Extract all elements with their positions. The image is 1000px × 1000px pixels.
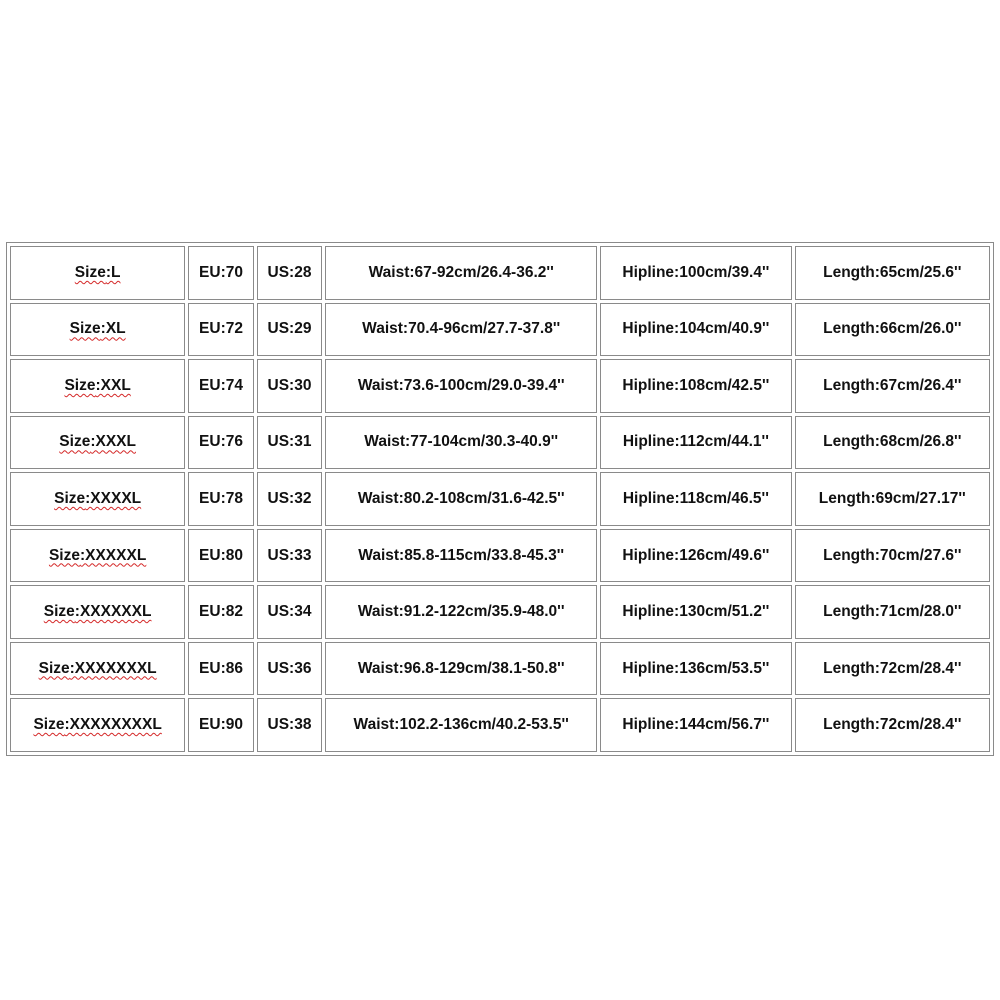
table-row (10, 642, 990, 696)
size-cell (10, 529, 185, 583)
waist-cell: Waist:73.6-100cm/29.0-39.4'' (325, 359, 597, 413)
size-value: :XXXXXXXL (69, 659, 157, 677)
table-row (10, 472, 990, 526)
table-row (10, 246, 990, 300)
length-cell: Length:68cm/26.8'' (795, 416, 990, 470)
length-cell: Length:71cm/28.0'' (795, 585, 990, 639)
waist-cell: Waist:85.8-115cm/33.8-45.3'' (325, 529, 597, 583)
size-value: :L (105, 263, 121, 281)
size-label: Size (54, 489, 86, 507)
eu-cell: EU:78 (188, 472, 253, 526)
eu-cell: EU:90 (188, 698, 253, 752)
size-label: Size (48, 546, 80, 564)
hipline-cell: Hipline:130cm/51.2'' (600, 585, 791, 639)
waist-cell: Waist:70.4-96cm/27.7-37.8'' (325, 303, 597, 357)
size-cell (10, 246, 185, 300)
us-cell: US:36 (257, 642, 322, 696)
size-label: Size (74, 263, 106, 281)
size-value: :XXXL (90, 433, 136, 451)
waist-cell: Waist:91.2-122cm/35.9-48.0'' (325, 585, 597, 639)
waist-cell: Waist:77-104cm/30.3-40.9'' (325, 416, 597, 470)
hipline-cell: Hipline:112cm/44.1'' (600, 416, 791, 470)
waist-cell: Waist:102.2-136cm/40.2-53.5'' (325, 698, 597, 752)
size-value: :XXL (95, 376, 131, 394)
waist-cell: Waist:80.2-108cm/31.6-42.5'' (325, 472, 597, 526)
size-value: :XXXXXXL (74, 603, 152, 621)
hipline-cell: Hipline:126cm/49.6'' (600, 529, 791, 583)
size-cell (10, 585, 185, 639)
table-row (10, 585, 990, 639)
size-value: :XXXXXXXXL (64, 716, 162, 734)
hipline-cell: Hipline:136cm/53.5'' (600, 642, 791, 696)
table-row (10, 359, 990, 413)
us-cell: US:32 (257, 472, 322, 526)
hipline-cell: Hipline:100cm/39.4'' (600, 246, 791, 300)
length-cell: Length:72cm/28.4'' (795, 698, 990, 752)
us-cell: US:33 (257, 529, 322, 583)
hipline-cell: Hipline:104cm/40.9'' (600, 303, 791, 357)
size-cell (10, 416, 185, 470)
size-value: :XXXXXL (79, 546, 147, 564)
length-cell: Length:69cm/27.17'' (795, 472, 990, 526)
size-value: :XL (100, 320, 126, 338)
length-cell: Length:70cm/27.6'' (795, 529, 990, 583)
size-label: Size (59, 433, 91, 451)
length-cell: Length:66cm/26.0'' (795, 303, 990, 357)
eu-cell: EU:86 (188, 642, 253, 696)
size-cell (10, 472, 185, 526)
hipline-cell: Hipline:108cm/42.5'' (600, 359, 791, 413)
table-row (10, 698, 990, 752)
size-chart-table (6, 242, 994, 756)
waist-cell: Waist:96.8-129cm/38.1-50.8'' (325, 642, 597, 696)
table-row (10, 303, 990, 357)
size-label: Size (43, 603, 75, 621)
length-cell: Length:72cm/28.4'' (795, 642, 990, 696)
table-row (10, 529, 990, 583)
size-cell (10, 303, 185, 357)
size-cell (10, 698, 185, 752)
length-cell: Length:67cm/26.4'' (795, 359, 990, 413)
us-cell: US:38 (257, 698, 322, 752)
eu-cell: EU:80 (188, 529, 253, 583)
size-label: Size (38, 659, 70, 677)
waist-cell: Waist:67-92cm/26.4-36.2'' (325, 246, 597, 300)
eu-cell: EU:72 (188, 303, 253, 357)
length-cell: Length:65cm/25.6'' (795, 246, 990, 300)
us-cell: US:29 (257, 303, 322, 357)
size-label: Size (64, 376, 96, 394)
hipline-cell: Hipline:144cm/56.7'' (600, 698, 791, 752)
size-value: :XXXXL (85, 489, 142, 507)
size-label: Size (33, 716, 65, 734)
size-cell (10, 359, 185, 413)
size-cell (10, 642, 185, 696)
hipline-cell: Hipline:118cm/46.5'' (600, 472, 791, 526)
us-cell: US:30 (257, 359, 322, 413)
eu-cell: EU:76 (188, 416, 253, 470)
table-row (10, 416, 990, 470)
eu-cell: EU:74 (188, 359, 253, 413)
us-cell: US:34 (257, 585, 322, 639)
eu-cell: EU:70 (188, 246, 253, 300)
size-label: Size (69, 320, 101, 338)
eu-cell: EU:82 (188, 585, 253, 639)
us-cell: US:28 (257, 246, 322, 300)
us-cell: US:31 (257, 416, 322, 470)
